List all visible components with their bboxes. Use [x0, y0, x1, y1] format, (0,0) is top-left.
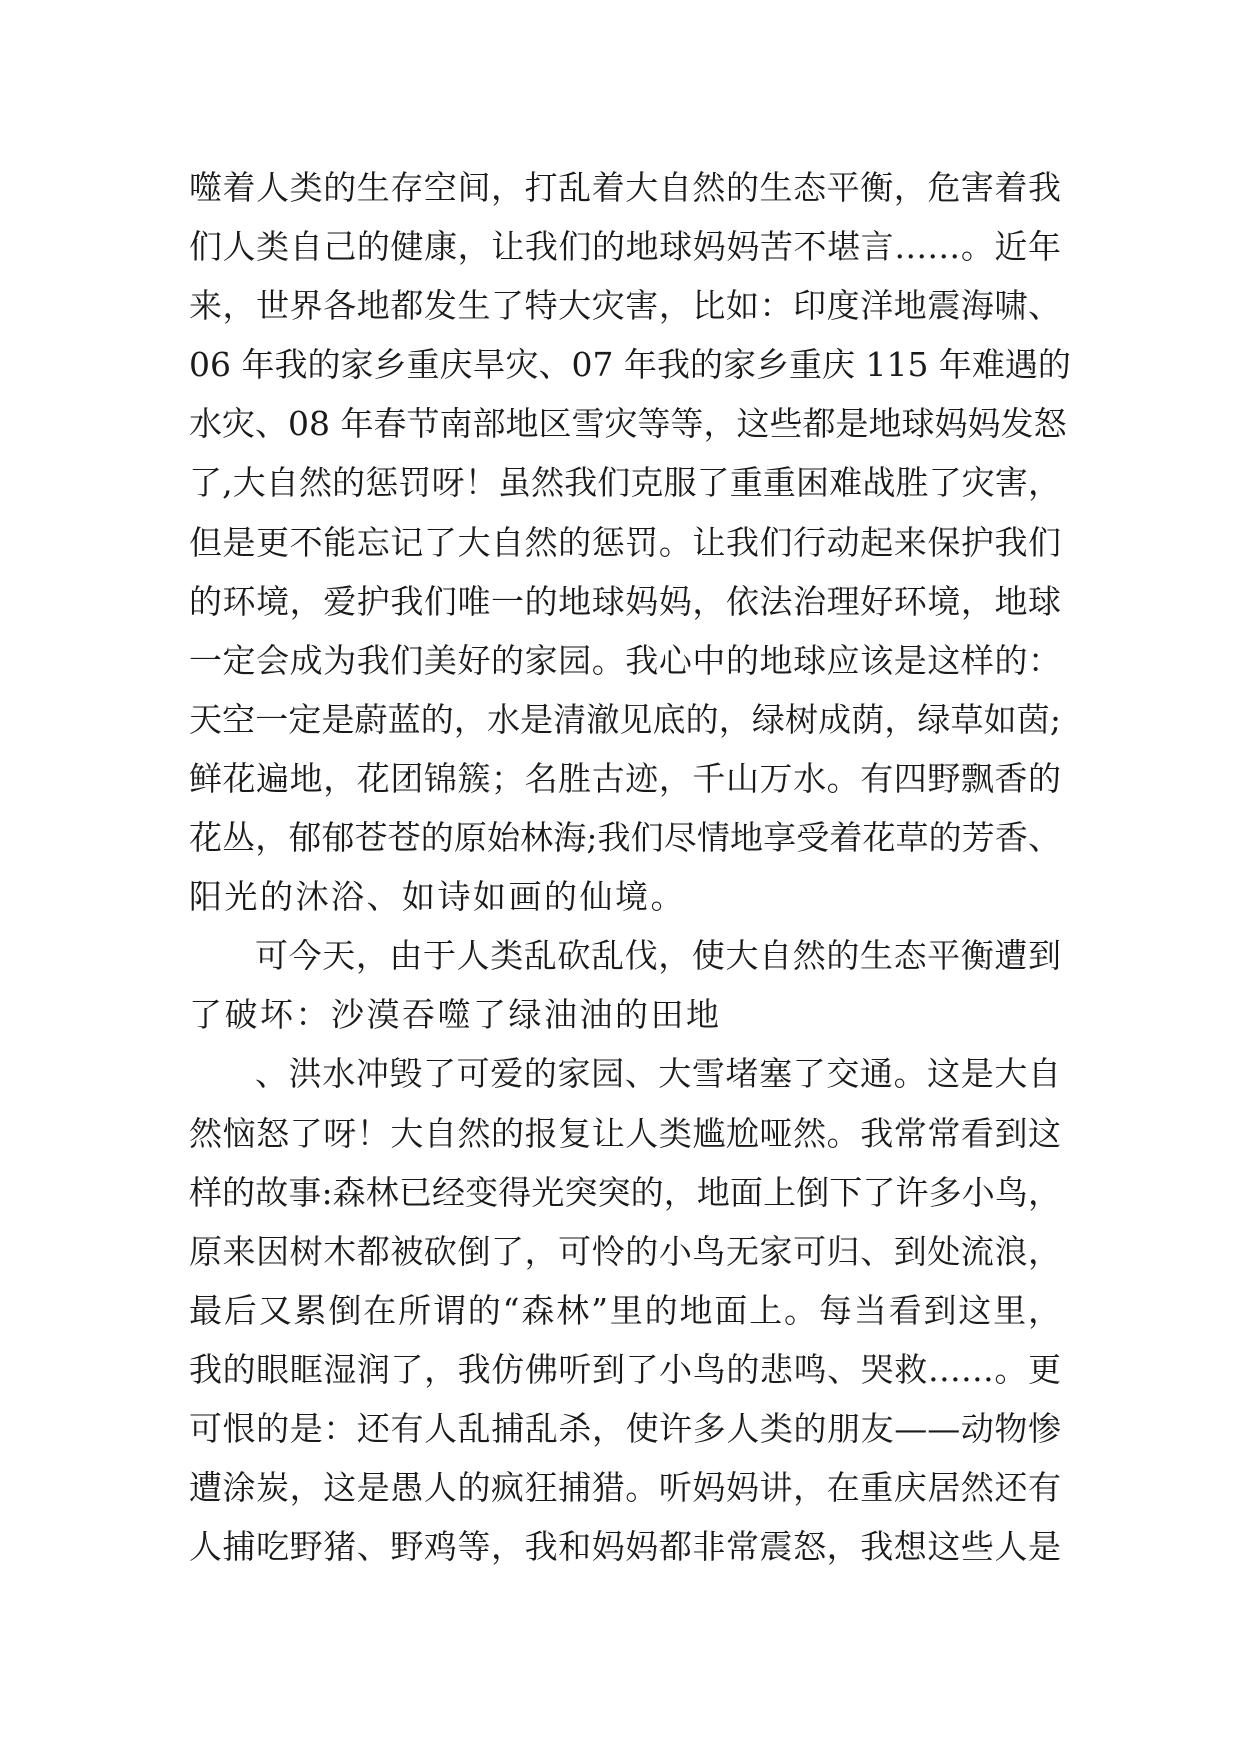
text-line: 了,大自然的惩罚呀！虽然我们克服了重重困难战胜了灾害，: [189, 463, 1061, 503]
text-line: 鲜花遍地，花团锦簇；名胜古迹，千山万水。有四野飘香的: [189, 758, 1061, 798]
text-line: 噬着人类的生存空间，打乱着大自然的生态平衡，危害着我: [189, 168, 1061, 207]
text-line: 06 年我的家乡重庆旱灾、07 年我的家乡重庆 115 年难遇的: [189, 345, 1071, 385]
text-line: 然恼怒了呀！大自然的报复让人类尴尬哑然。我常常看到这: [189, 1113, 1061, 1153]
text-line: 的环境，爱护我们唯一的地球妈妈，依法治理好环境，地球: [189, 581, 1061, 621]
text-line: 但是更不能忘记了大自然的惩罚。让我们行动起来保护我们: [189, 522, 1061, 562]
body-text: [189, 158, 1071, 1576]
text-line: 了破坏：沙漠吞噬了绿油油的田地: [189, 995, 722, 1035]
text-line: 人捕吃野猪、野鸡等，我和妈妈都非常震怒，我想这些人是: [189, 1527, 1061, 1567]
text-line: 阳光的沐浴、如诗如画的仙境。: [189, 877, 686, 917]
text-line: 原来因树木都被砍倒了，可怜的小鸟无家可归、到处流浪，: [189, 1231, 1061, 1271]
text-line: 样的故事:森林已经变得光突突的，地面上倒下了许多小鸟，: [189, 1172, 1061, 1212]
text-line: 天空一定是蔚蓝的，水是清澈见底的，绿树成荫，绿草如茵;: [189, 699, 1061, 739]
text-line: 可恨的是：还有人乱捕乱杀，使许多人类的朋友——动物惨: [189, 1408, 1061, 1448]
text-line: 们人类自己的健康，让我们的地球妈妈苦不堪言……。近年: [189, 227, 1061, 267]
text-line: 遭涂炭，这是愚人的疯狂捕猎。听妈妈讲，在重庆居然还有: [189, 1468, 1061, 1508]
paragraph-start-line: 可今天，由于人类乱砍乱伐，使大自然的生态平衡遭到: [255, 936, 1061, 976]
text-line: 来，世界各地都发生了特大灾害，比如：印度洋地震海啸、: [189, 286, 1061, 326]
text-line: 花丛，郁郁苍苍的原始林海;我们尽情地享受着花草的芳香、: [189, 818, 1061, 858]
text-line: 最后又累倒在所谓的“森林”里的地面上。每当看到这里，: [189, 1290, 1061, 1330]
text-line: 一定会成为我们美好的家园。我心中的地球应该是这样的：: [189, 640, 1061, 680]
text-line: 水灾、08 年春节南部地区雪灾等等，这些都是地球妈妈发怒: [189, 404, 1067, 444]
paragraph-start-line: 、洪水冲毁了可爱的家园、大雪堵塞了交通。这是大自: [255, 1054, 1061, 1094]
text-line: 我的眼眶湿润了，我仿佛听到了小鸟的悲鸣、哭救……。更: [189, 1349, 1061, 1389]
